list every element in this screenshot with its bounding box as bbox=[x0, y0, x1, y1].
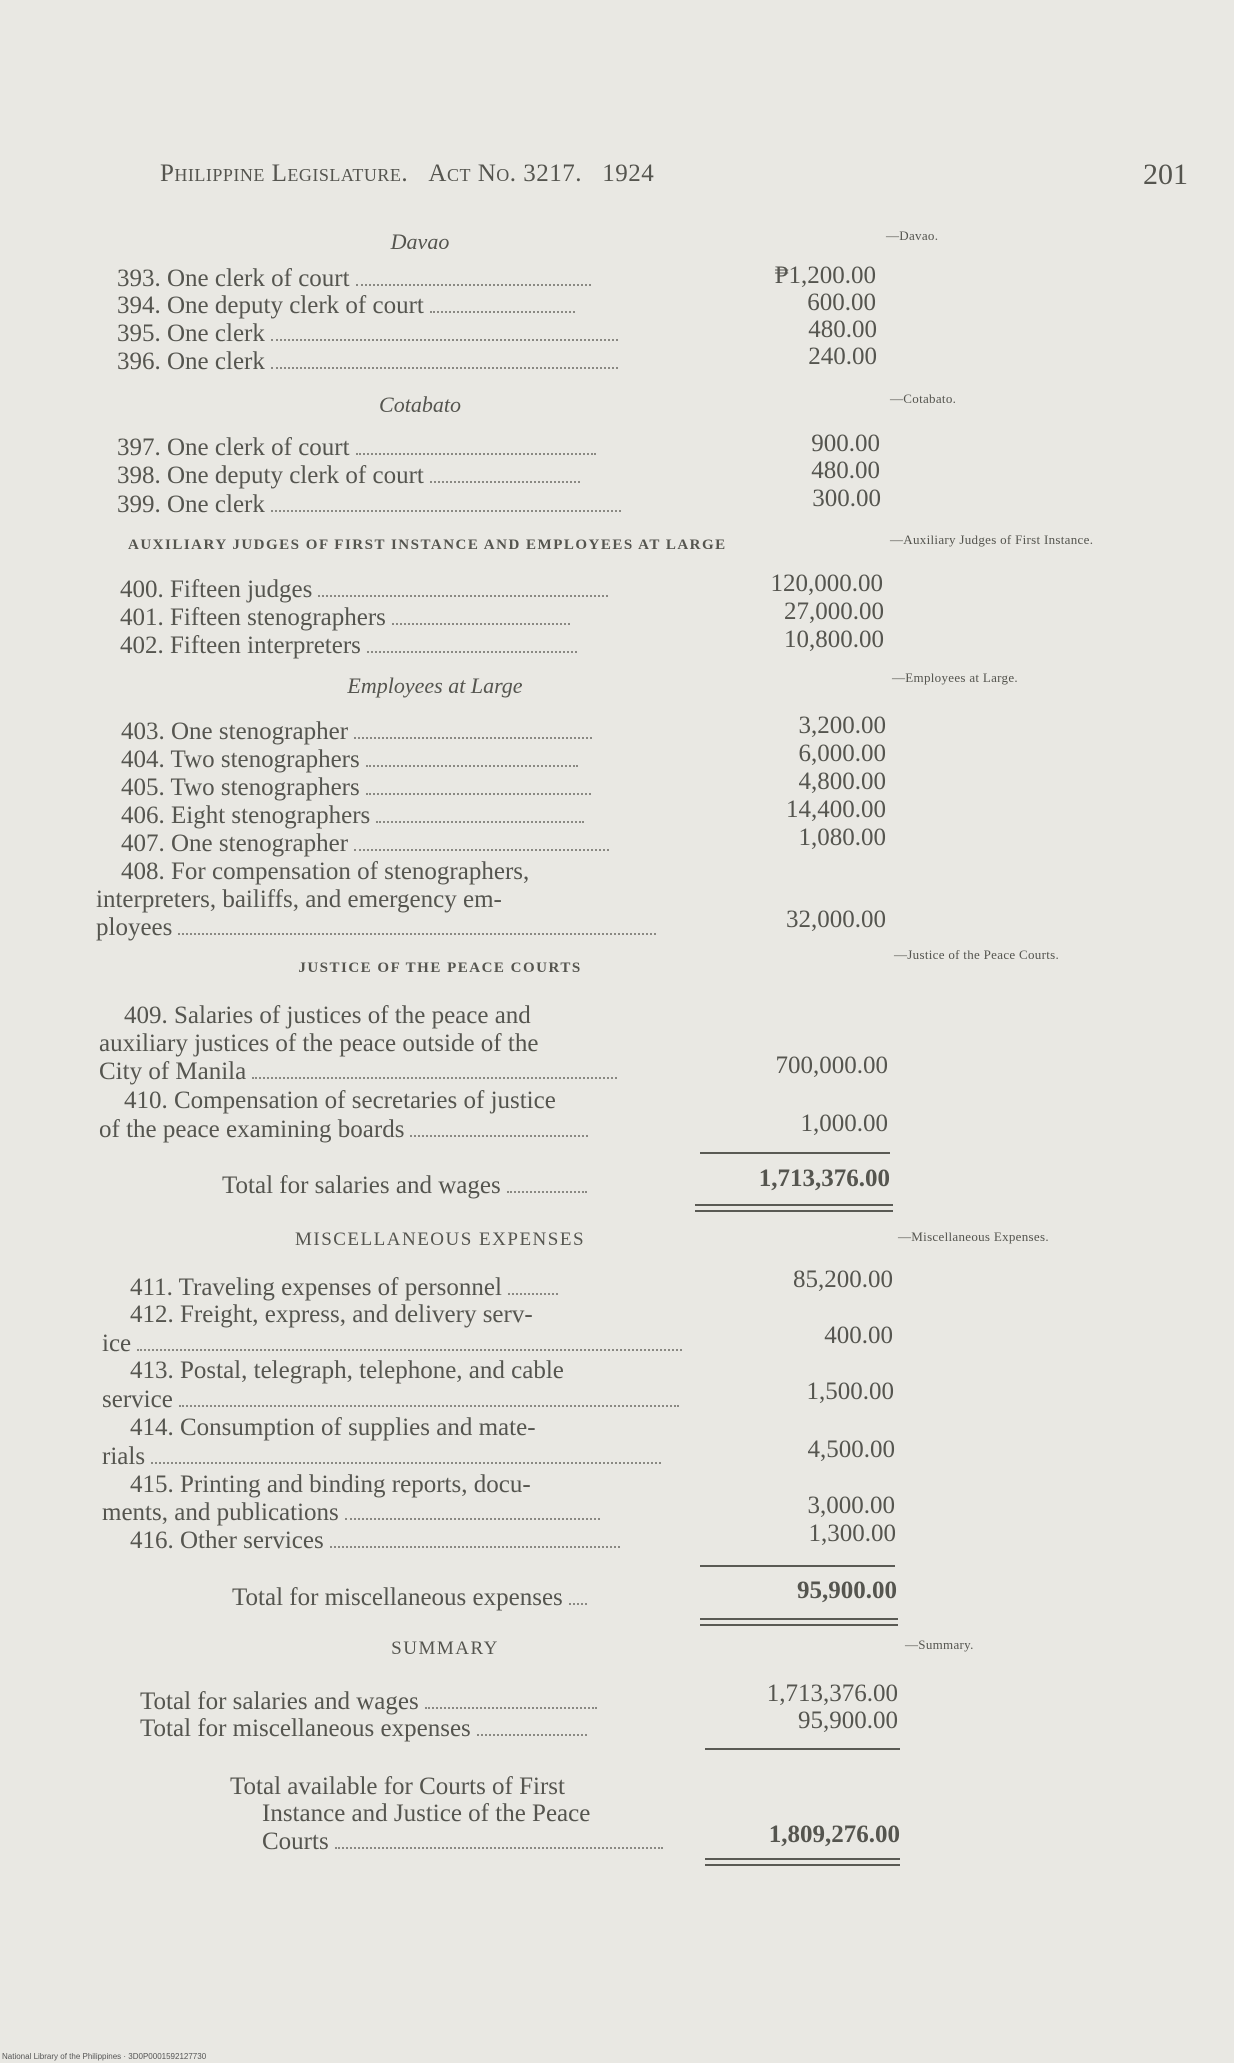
amount-410: 1,000.00 bbox=[800, 1110, 888, 1137]
page-number: 201 bbox=[1143, 158, 1188, 191]
amount-395: 480.00 bbox=[808, 316, 877, 343]
grand-total-line2: Instance and Justice of the Peace bbox=[262, 1800, 591, 1827]
grand-total-line1: Total available for Courts of First bbox=[230, 1773, 565, 1800]
amount-414: 4,500.00 bbox=[807, 1436, 895, 1463]
amount-402: 10,800.00 bbox=[784, 626, 884, 653]
line-item-408-line3: ployees bbox=[96, 914, 656, 941]
amount-403: 3,200.00 bbox=[798, 712, 886, 739]
line-item-408-line1: 408. For compensation of stenographers, bbox=[121, 858, 530, 885]
line-item-408-line2: interpreters, bailiffs, and emergency em- bbox=[96, 886, 502, 913]
amount-394: 600.00 bbox=[807, 289, 876, 316]
line-item-410-line1: 410. Compensation of secretaries of justice bbox=[124, 1087, 556, 1114]
grand-total-line3: Courts bbox=[262, 1828, 663, 1855]
line-item-394: 394. One deputy clerk of court bbox=[117, 292, 575, 319]
summary-salaries-amount: 1,713,376.00 bbox=[766, 1680, 898, 1707]
section-davao: Davao bbox=[390, 229, 450, 254]
line-item-401: 401. Fifteen stenographers bbox=[120, 604, 570, 631]
misc-double-rule-2 bbox=[700, 1624, 898, 1626]
section-employees-at-large: Employees at Large bbox=[347, 673, 523, 698]
line-item-412-line2: ice bbox=[102, 1330, 682, 1357]
total-double-rule-2 bbox=[695, 1210, 893, 1212]
amount-404: 6,000.00 bbox=[798, 740, 886, 767]
line-item-416: 416. Other services bbox=[130, 1527, 620, 1554]
amount-413: 1,500.00 bbox=[806, 1378, 894, 1405]
total-misc-label: Total for miscellaneous expenses bbox=[232, 1584, 587, 1611]
amount-416: 1,300.00 bbox=[808, 1520, 896, 1547]
line-item-397: 397. One clerk of court bbox=[117, 434, 596, 461]
amount-412: 400.00 bbox=[824, 1322, 893, 1349]
amount-406: 14,400.00 bbox=[786, 796, 886, 823]
section-misc: MISCELLANEOUS EXPENSES bbox=[294, 1229, 586, 1250]
summary-salaries-label: Total for salaries and wages bbox=[140, 1688, 597, 1715]
summary-rule bbox=[705, 1748, 900, 1750]
line-item-409-line3: City of Manila bbox=[99, 1058, 617, 1085]
amount-409: 700,000.00 bbox=[775, 1052, 888, 1079]
margin-note-summary: —Summary. bbox=[905, 1637, 974, 1652]
line-item-415-line2: ments, and publications bbox=[102, 1499, 600, 1526]
section-summary: SUMMARY bbox=[391, 1638, 499, 1659]
line-item-399: 399. One clerk bbox=[117, 491, 621, 518]
line-item-415-line1: 415. Printing and binding reports, docu- bbox=[130, 1471, 531, 1498]
running-head-act: Act No. 3217. bbox=[428, 160, 583, 187]
amount-400: 120,000.00 bbox=[770, 570, 883, 597]
amount-408: 32,000.00 bbox=[786, 906, 886, 933]
summary-misc-label: Total for miscellaneous expenses bbox=[140, 1715, 587, 1742]
line-item-407: 407. One stenographer bbox=[121, 830, 609, 857]
summary-misc-amount: 95,900.00 bbox=[798, 1707, 898, 1734]
running-head-year: 1924 bbox=[602, 160, 655, 187]
margin-note-auxiliary: —Auxiliary Judges of First Instance. bbox=[890, 532, 1094, 547]
line-item-411: 411. Traveling expenses of personnel bbox=[130, 1274, 558, 1301]
amount-398: 480.00 bbox=[811, 457, 880, 484]
subtotal-rule bbox=[700, 1152, 890, 1154]
running-head-title: Philippine Legislature. bbox=[160, 160, 409, 187]
total-salaries-amount: 1,713,376.00 bbox=[758, 1165, 890, 1192]
running-head bbox=[160, 160, 654, 188]
grand-total-amount: 1,809,276.00 bbox=[768, 1821, 900, 1848]
total-salaries-label: Total for salaries and wages bbox=[222, 1172, 587, 1199]
line-item-393: 393. One clerk of court bbox=[117, 265, 591, 292]
line-item-413-line1: 413. Postal, telegraph, telephone, and cable bbox=[130, 1357, 564, 1384]
amount-407: 1,080.00 bbox=[798, 824, 886, 851]
amount-396: 240.00 bbox=[808, 343, 877, 370]
amount-411: 85,200.00 bbox=[793, 1266, 893, 1293]
line-item-406: 406. Eight stenographers bbox=[121, 802, 584, 829]
amount-415: 3,000.00 bbox=[807, 1492, 895, 1519]
line-item-404: 404. Two stenographers bbox=[121, 746, 578, 773]
grand-double-rule-1 bbox=[705, 1858, 900, 1860]
margin-note-davao: —Davao. bbox=[886, 228, 939, 243]
section-cotabato: Cotabato bbox=[379, 392, 461, 417]
margin-note-justice: —Justice of the Peace Courts. bbox=[894, 947, 1060, 962]
section-justice-peace: JUSTICE OF THE PEACE COURTS bbox=[298, 960, 582, 976]
total-double-rule-1 bbox=[695, 1204, 893, 1206]
line-item-402: 402. Fifteen interpreters bbox=[120, 632, 577, 659]
line-item-412-line1: 412. Freight, express, and delivery serv- bbox=[130, 1301, 533, 1328]
line-item-410-line2: of the peace examining boards bbox=[99, 1116, 588, 1143]
line-item-400: 400. Fifteen judges bbox=[120, 576, 608, 603]
line-item-409-line1: 409. Salaries of justices of the peace and bbox=[124, 1002, 531, 1029]
margin-note-employees: —Employees at Large. bbox=[892, 670, 1018, 685]
total-misc-amount: 95,900.00 bbox=[797, 1577, 897, 1604]
amount-401: 27,000.00 bbox=[784, 598, 884, 625]
margin-note-cotabato: —Cotabato. bbox=[890, 391, 957, 406]
margin-note-misc: —Miscellaneous Expenses. bbox=[898, 1229, 1049, 1244]
line-item-414-line1: 414. Consumption of supplies and mate- bbox=[130, 1414, 536, 1441]
amount-393: ₱1,200.00 bbox=[774, 262, 876, 289]
line-item-413-line2: service bbox=[102, 1386, 679, 1413]
line-item-403: 403. One stenographer bbox=[121, 718, 592, 745]
line-item-414-line2: rials bbox=[102, 1443, 661, 1470]
amount-405: 4,800.00 bbox=[798, 768, 886, 795]
amount-397: 900.00 bbox=[811, 430, 880, 457]
misc-subtotal-rule bbox=[700, 1565, 895, 1567]
line-item-409-line2: auxiliary justices of the peace outside of the bbox=[99, 1030, 539, 1057]
line-item-396: 396. One clerk bbox=[117, 348, 618, 375]
scan-credit: National Library of the Philippines · 3D0P0001592127730 bbox=[2, 2052, 207, 2061]
line-item-395: 395. One clerk bbox=[117, 320, 618, 347]
amount-399: 300.00 bbox=[812, 485, 881, 512]
line-item-398: 398. One deputy clerk of court bbox=[117, 462, 580, 489]
grand-double-rule-2 bbox=[705, 1864, 900, 1866]
misc-double-rule-1 bbox=[700, 1618, 898, 1620]
section-auxiliary: AUXILIARY JUDGES OF FIRST INSTANCE AND EMPLOYEES AT LARGE bbox=[128, 537, 727, 553]
line-item-405: 405. Two stenographers bbox=[121, 774, 591, 801]
